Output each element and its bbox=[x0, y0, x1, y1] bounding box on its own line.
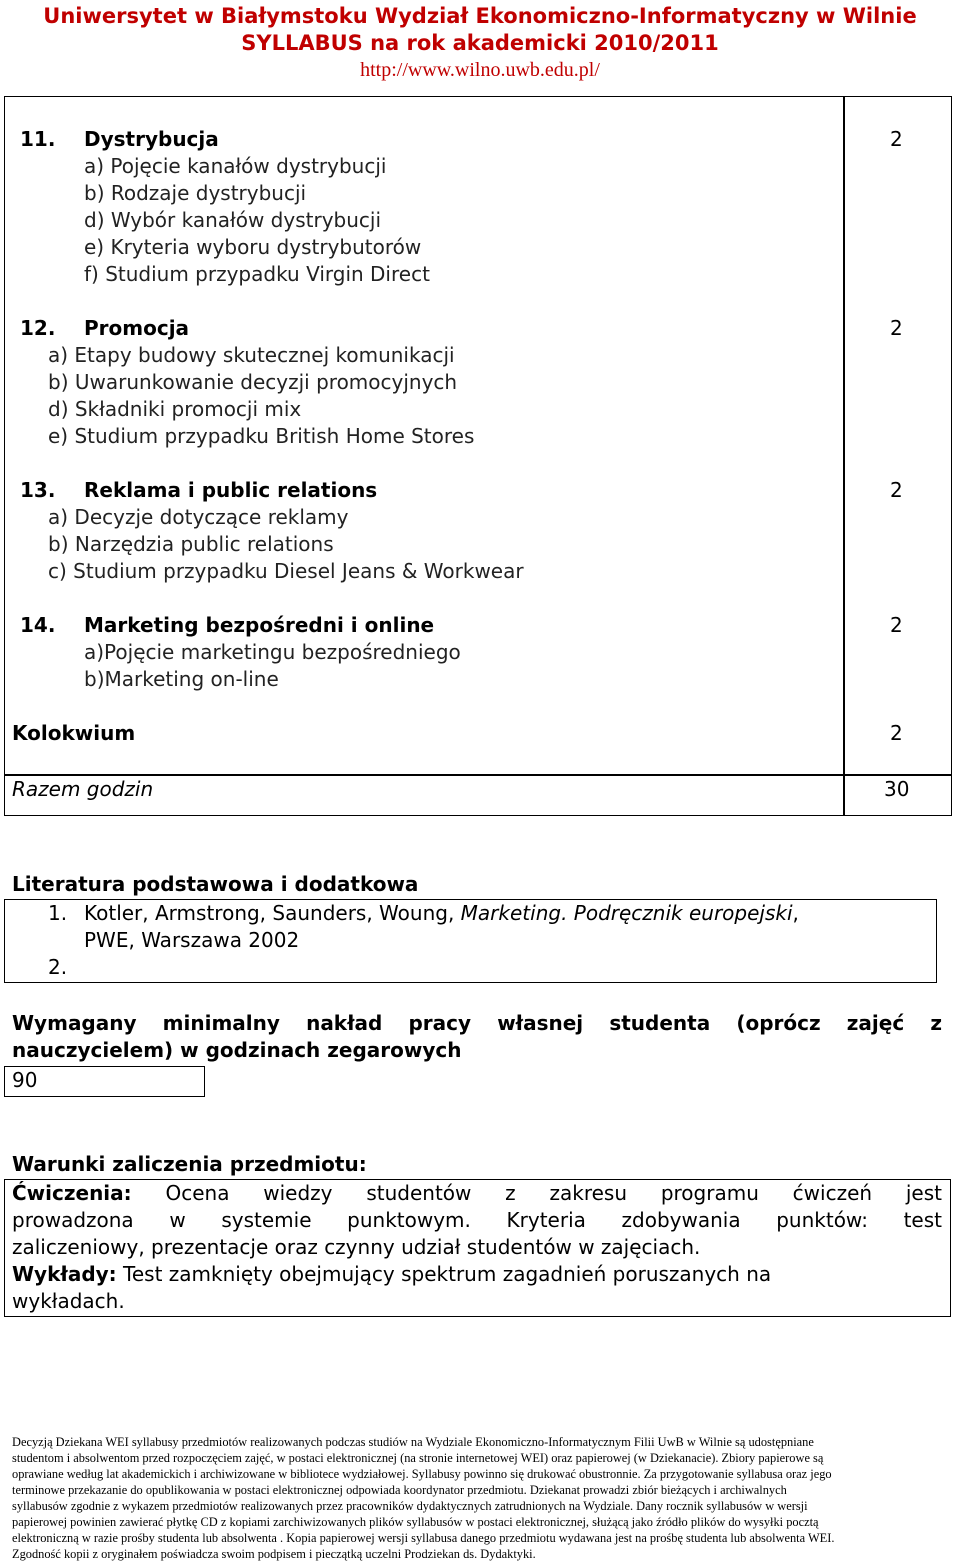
exercises-label: Ćwiczenia: bbox=[12, 1181, 132, 1205]
workload-heading: Wymagany minimalny nakład pracy własnej studenta (oprócz zajęć z bbox=[12, 1011, 942, 1035]
exercises-line-2: prowadzona w systemie punktowym. Kryteria zdobywania punktów: test bbox=[12, 1208, 942, 1232]
lectures-label: Wykłady: bbox=[12, 1262, 117, 1286]
topic-item: b) Uwarunkowanie decyzji promocyjnych bbox=[48, 370, 458, 394]
footer-line: syllabusów zgodnie z wykazem przedmiotów realizowanych przez pracowników dydaktycznych zatrudnionych na Wydziale. Dany rocznik syllabusów w wersji bbox=[12, 1499, 808, 1513]
lectures-text: Test zamknięty obejmujący spektrum zagadnień poruszanych na bbox=[116, 1262, 772, 1286]
total-hours-value: 30 bbox=[884, 777, 910, 801]
literature-publisher: PWE, Warszawa 2002 bbox=[84, 928, 300, 952]
literature-comma: , bbox=[792, 901, 799, 925]
footer-line: papierowej powinien zawierać płytkę CD z kopiami zarchiwizowanych plików syllabusów w postaci elektronicznej, służącą jako źródło plików do wysyłki pocztą bbox=[12, 1515, 819, 1529]
topic-item: d) Składniki promocji mix bbox=[48, 397, 302, 421]
total-hours-label: Razem godzin bbox=[12, 777, 154, 801]
hours-column-divider bbox=[843, 96, 845, 816]
topic-item: f) Studium przypadku Virgin Direct bbox=[84, 262, 430, 286]
footer-line: elektroniczną w razie prośby studenta lub absolwenta . Kopia papierowej wersji syllabusa danego przedmiotu wydawana jest na prośbę studenta lub absolwenta WEI. bbox=[12, 1531, 835, 1545]
exercises-line-1 bbox=[12, 1180, 942, 1207]
literature-book-title: Marketing. Podręcznik europejski bbox=[460, 901, 793, 925]
topic-hours: 2 bbox=[890, 478, 903, 502]
literature-heading: Literatura podstawowa i dodatkowa bbox=[12, 872, 419, 896]
topic-number: 11. bbox=[20, 127, 56, 151]
footer-line: Zgodność kopii z oryginałem poświadcza swoim podpisem i pieczątką uczelni Prodziekan ds. Dydaktyki. bbox=[12, 1547, 536, 1561]
literature-item-number: 2. bbox=[48, 955, 68, 979]
topic-title: Dystrybucja bbox=[84, 127, 219, 151]
topic-item: a) Pojęcie kanałów dystrybucji bbox=[84, 154, 387, 178]
exercises-line-3: zaliczeniowy, prezentacje oraz czynny udział studentów w zajęciach. bbox=[12, 1235, 701, 1259]
topic-number: 12. bbox=[20, 316, 56, 340]
lectures-line-1 bbox=[12, 1261, 771, 1288]
topic-title: Marketing bezpośredni i online bbox=[84, 613, 435, 637]
topic-hours: 2 bbox=[890, 613, 903, 637]
topic-number: 13. bbox=[20, 478, 56, 502]
syllabus-year-header: SYLLABUS na rok akademicki 2010/2011 bbox=[241, 31, 719, 55]
lectures-line-2: wykładach. bbox=[12, 1289, 125, 1313]
topic-item: a)Pojęcie marketingu bezpośredniego bbox=[84, 640, 461, 664]
topic-item: b) Rodzaje dystrybucji bbox=[84, 181, 307, 205]
topic-number: 14. bbox=[20, 613, 56, 637]
topic-item: d) Wybór kanałów dystrybucji bbox=[84, 208, 382, 232]
topic-item: e) Kryteria wyboru dystrybutorów bbox=[84, 235, 422, 259]
topic-title: Reklama i public relations bbox=[84, 478, 378, 502]
workload-heading-cont: nauczycielem) w godzinach zegarowych bbox=[12, 1038, 462, 1062]
website-url[interactable]: http://www.wilno.uwb.edu.pl/ bbox=[360, 59, 600, 81]
topic-hours: 2 bbox=[890, 316, 903, 340]
topic-item: a) Decyzje dotyczące reklamy bbox=[48, 505, 349, 529]
topic-title: Promocja bbox=[84, 316, 190, 340]
topic-item: e) Studium przypadku British Home Stores bbox=[48, 424, 475, 448]
literature-item-number: 1. bbox=[48, 901, 68, 925]
topic-item: b)Marketing on-line bbox=[84, 667, 279, 691]
university-header: Uniwersytet w Białymstoku Wydział Ekonomiczno-Informatyczny w Wilnie bbox=[43, 4, 917, 28]
conditions-heading: Warunki zaliczenia przedmiotu: bbox=[12, 1152, 367, 1176]
footer-line: Decyzją Dziekana WEI syllabusy przedmiotów realizowanych podczas studiów na Wydziale Ekonomiczno-Informatycznym Filii UwB w Wilnie są udostępniane bbox=[12, 1435, 814, 1449]
footer-line: studentom i absolwentom przed rozpoczęciem zajęć, w postaci elektronicznej (na stronie internetowej WEI) oraz papierowej (w Dziekanacie). Zbiory papierowe są bbox=[12, 1451, 824, 1465]
topic-hours: 2 bbox=[890, 127, 903, 151]
topic-item: c) Studium przypadku Diesel Jeans & Workwear bbox=[48, 559, 524, 583]
colloquium-hours: 2 bbox=[890, 721, 903, 745]
exercises-text: Ocena wiedzy studentów z zakresu programu ćwiczeń jest bbox=[131, 1181, 942, 1205]
colloquium-label: Kolokwium bbox=[12, 721, 136, 745]
literature-authors: Kotler, Armstrong, Saunders, Woung, bbox=[84, 901, 461, 925]
topic-item: a) Etapy budowy skutecznej komunikacji bbox=[48, 343, 455, 367]
footer-line: oprawiane według lat akademickich i archiwizowane w bibliotece wydziałowej. Syllabusy powinno się drukować obustronnie. Za przygotowanie syllabusa oraz jego bbox=[12, 1467, 832, 1481]
literature-item-1 bbox=[84, 900, 799, 927]
workload-value: 90 bbox=[12, 1068, 38, 1092]
footer-line: terminowe przekazanie do opublikowania w postaci elektronicznej odpowiada koordynator przedmiotu. Dziekanat prowadzi zbiór bieżących i archiwalnych bbox=[12, 1483, 787, 1497]
topic-item: b) Narzędzia public relations bbox=[48, 532, 334, 556]
